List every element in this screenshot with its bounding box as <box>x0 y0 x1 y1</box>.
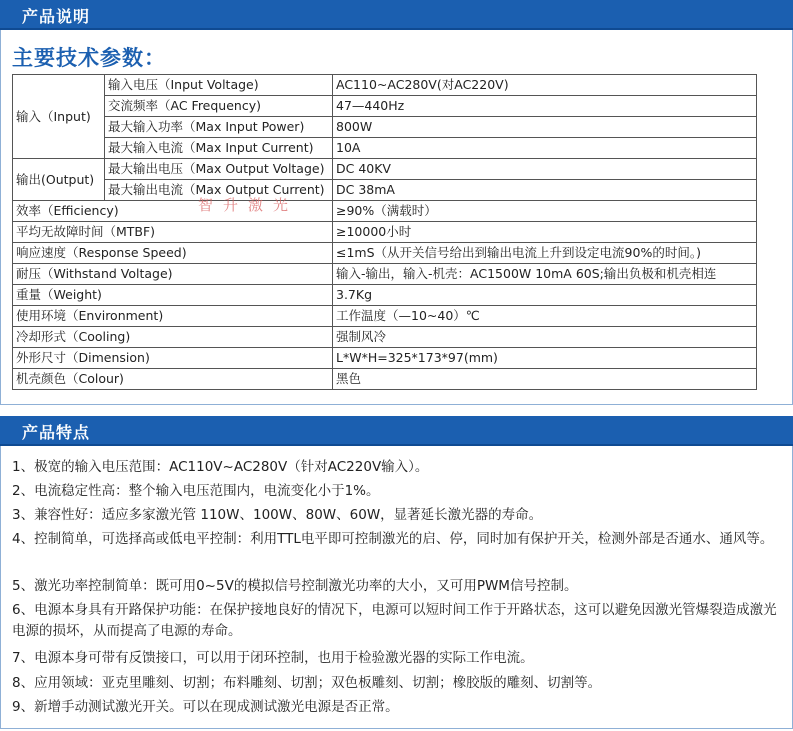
table-row <box>13 327 757 348</box>
value-cell: 10A <box>333 138 757 159</box>
param-cell: 外形尺寸（Dimension) <box>13 348 333 369</box>
table-row <box>13 201 757 222</box>
param-cell: 输入电压（Input Voltage) <box>105 75 333 96</box>
product-description-header <box>0 0 793 30</box>
list-item: 4、控制简单，可选择高或低电平控制：利用TTL电平即可控制激光的启、停，同时加有保护开关，检测外部是否通水、通风等。 <box>12 531 774 547</box>
value-cell: ≤1mS（从开关信号给出到输出电流上升到设定电流90%的时间。) <box>333 243 757 264</box>
value-cell: 工作温度（—10~40）℃ <box>333 306 757 327</box>
param-cell: 最大输入电流（Max Input Current) <box>105 138 333 159</box>
param-cell: 耐压（Withstand Voltage) <box>13 264 333 285</box>
spec-subtitle: 主要技术参数： <box>12 46 166 70</box>
list-item: 6、电源本身具有开路保护功能：在保护接地良好的情况下，电源可以短时间工作于开路状态，这可以避免因激光管爆裂造成激光电源的损坏，从而提高了电源的寿命。 <box>12 602 777 639</box>
value-cell: 输入-输出，输入-机壳：AC1500W 10mA 60S;输出负极和机壳相连 <box>333 264 757 285</box>
table-row <box>13 348 757 369</box>
list-item: 1、极宽的输入电压范围：AC110V~AC280V（针对AC220V输入）。 <box>12 459 429 475</box>
param-cell: 最大输出电压（Max Output Voltage) <box>105 159 333 180</box>
value-cell: L*W*H=325*173*97(mm) <box>333 348 757 369</box>
product-features-header <box>0 416 793 446</box>
watermark: 智升激光 <box>198 196 299 214</box>
table-row <box>13 75 757 96</box>
param-cell: 效率（Efficiency) <box>13 201 333 222</box>
value-cell: 3.7Kg <box>333 285 757 306</box>
table-row <box>13 222 757 243</box>
value-cell: ≥10000小时 <box>333 222 757 243</box>
value-cell: DC 38mA <box>333 180 757 201</box>
table-row <box>13 264 757 285</box>
param-cell: 使用环境（Environment) <box>13 306 333 327</box>
param-cell: 最大输入功率（Max Input Power) <box>105 117 333 138</box>
table-row <box>13 306 757 327</box>
section-title: 产品特点 <box>22 423 91 442</box>
section-title: 产品说明 <box>22 7 91 26</box>
input-group-label: 输入（Input) <box>13 75 105 159</box>
value-cell: AC110~AC280V(对AC220V) <box>333 75 757 96</box>
table-row <box>13 285 757 306</box>
value-cell: 800W <box>333 117 757 138</box>
list-item: 9、新增手动测试激光开关。可以在现成测试激光电源是否正常。 <box>12 699 399 715</box>
table-row <box>13 180 757 201</box>
param-cell: 机壳颜色（Colour) <box>13 369 333 390</box>
value-cell: 强制风冷 <box>333 327 757 348</box>
list-item: 3、兼容性好：适应多家激光管 110W、100W、80W、60W，显著延长激光器的寿命。 <box>12 507 543 523</box>
table-row <box>13 138 757 159</box>
param-cell: 冷却形式（Cooling) <box>13 327 333 348</box>
value-cell: 47—440Hz <box>333 96 757 117</box>
list-item: 7、电源本身可带有反馈接口，可以用于闭环控制，也用于检验激光器的实际工作电流。 <box>12 650 534 666</box>
table-row <box>13 96 757 117</box>
table-row <box>13 243 757 264</box>
param-cell: 重量（Weight) <box>13 285 333 306</box>
param-cell: 交流频率（AC Frequency) <box>105 96 333 117</box>
spec-table <box>12 74 757 390</box>
list-item: 5、激光功率控制简单：既可用0~5V的模拟信号控制激光功率的大小，又可用PWM信号控制。 <box>12 578 578 594</box>
table-row <box>13 159 757 180</box>
param-cell: 最大输出电流（Max Output Current) <box>105 180 333 201</box>
table-row <box>13 369 757 390</box>
value-cell: ≥90%（满载时） <box>333 201 757 222</box>
param-cell: 响应速度（Response Speed) <box>13 243 333 264</box>
param-cell: 平均无故障时间（MTBF) <box>13 222 333 243</box>
output-group-label: 输出(Output) <box>13 159 105 201</box>
list-item: 8、应用领域：亚克里雕刻、切割；布料雕刻、切割；双色板雕刻、切割；橡胶版的雕刻、切割等。 <box>12 675 602 691</box>
list-item: 2、电流稳定性高：整个输入电压范围内，电流变化小于1%。 <box>12 483 380 499</box>
value-cell: 黑色 <box>333 369 757 390</box>
value-cell: DC 40KV <box>333 159 757 180</box>
table-row <box>13 117 757 138</box>
